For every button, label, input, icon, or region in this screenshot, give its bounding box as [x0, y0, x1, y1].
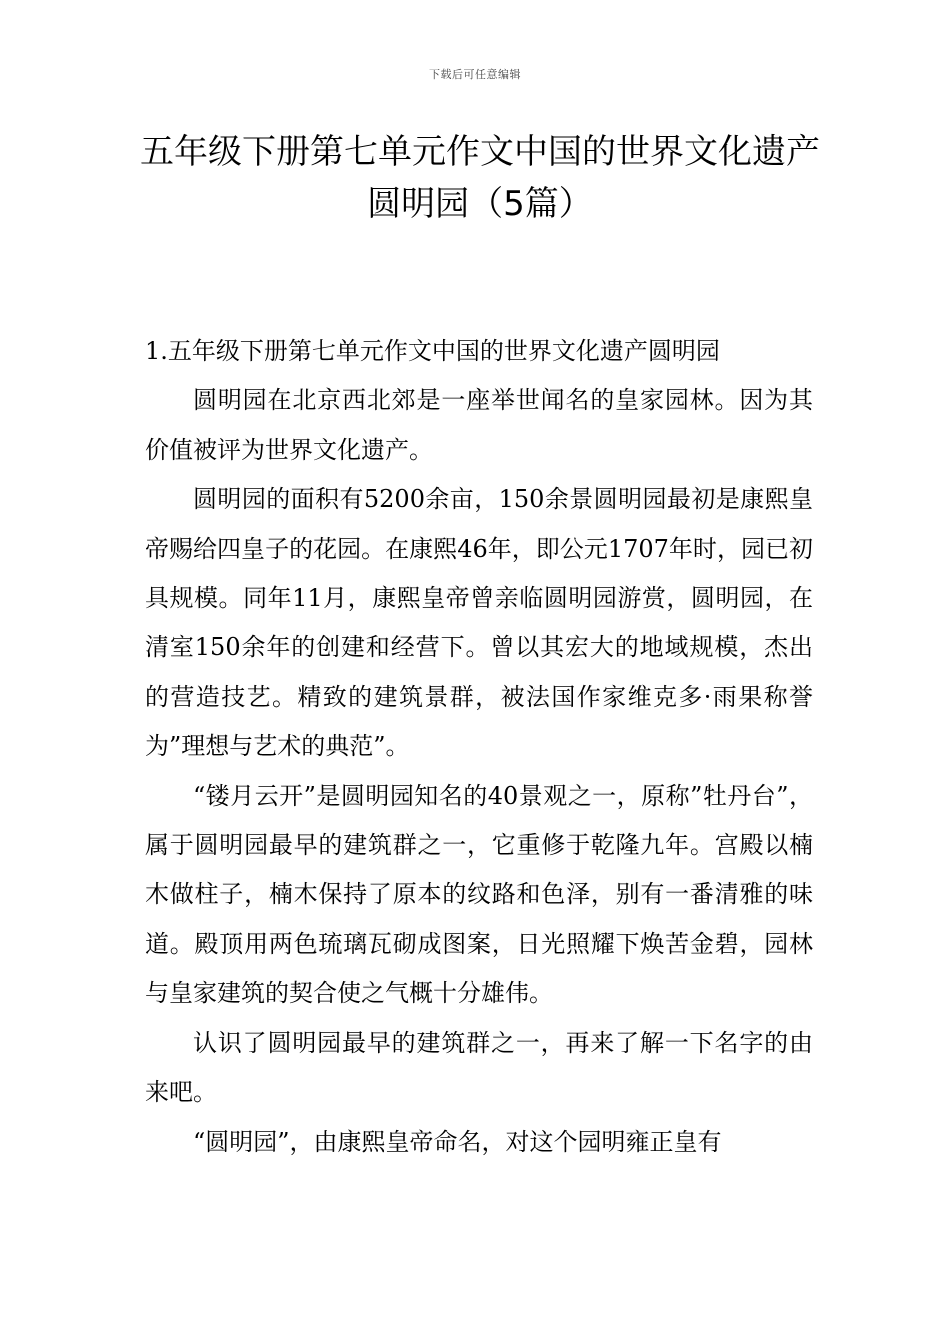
paragraph-5: “圆明园”，由康熙皇帝命名，对这个园明雍正皇有	[193, 1127, 722, 1156]
page-title: 五年级下册第七单元作文中国的世界文化遗产圆明园（5篇）	[140, 132, 820, 224]
header-note: 下载后可任意编辑	[429, 68, 521, 81]
paragraph-4: 认识了圆明园最早的建筑群之一，再来了解一下名字的由来吧。	[145, 1028, 813, 1107]
paragraph-3: “镂月云开”是圆明园知名的40景观之一，原称”牡丹台”，属于圆明园最早的建筑群之一，它重修于乾隆九年。宫殿以楠木做柱子，楠木保持了原本的纹路和色泽，别有一番清雅的味道。殿顶用两色琉璃瓦砌成图案，日光照耀下焕苦金碧，园林与皇家建筑的契合使之气概十分雄伟。	[145, 781, 813, 1008]
section-heading: 1.五年级下册第七单元作文中国的世界文化遗产圆明园	[145, 337, 720, 365]
paragraph-1: 圆明园在北京西北郊是一座举世闻名的皇家园林。因为其价值被评为世界文化遗产。	[145, 386, 813, 464]
paragraph-2: 圆明园的面积有5200余亩，150余景圆明园最初是康熙皇帝赐给四皇子的花园。在康熙46年，即公元1707年时，园已初具规模。同年11月，康熙皇帝曾亲临圆明园游赏，圆明园，在清室150余年的创建和经营下。曾以其宏大的地域规模，杰出的营造技艺。精致的建筑景群，被法国作家维克多·雨果称誉为”理想与艺术的典范”。	[145, 485, 813, 761]
document-body	[145, 327, 813, 1167]
